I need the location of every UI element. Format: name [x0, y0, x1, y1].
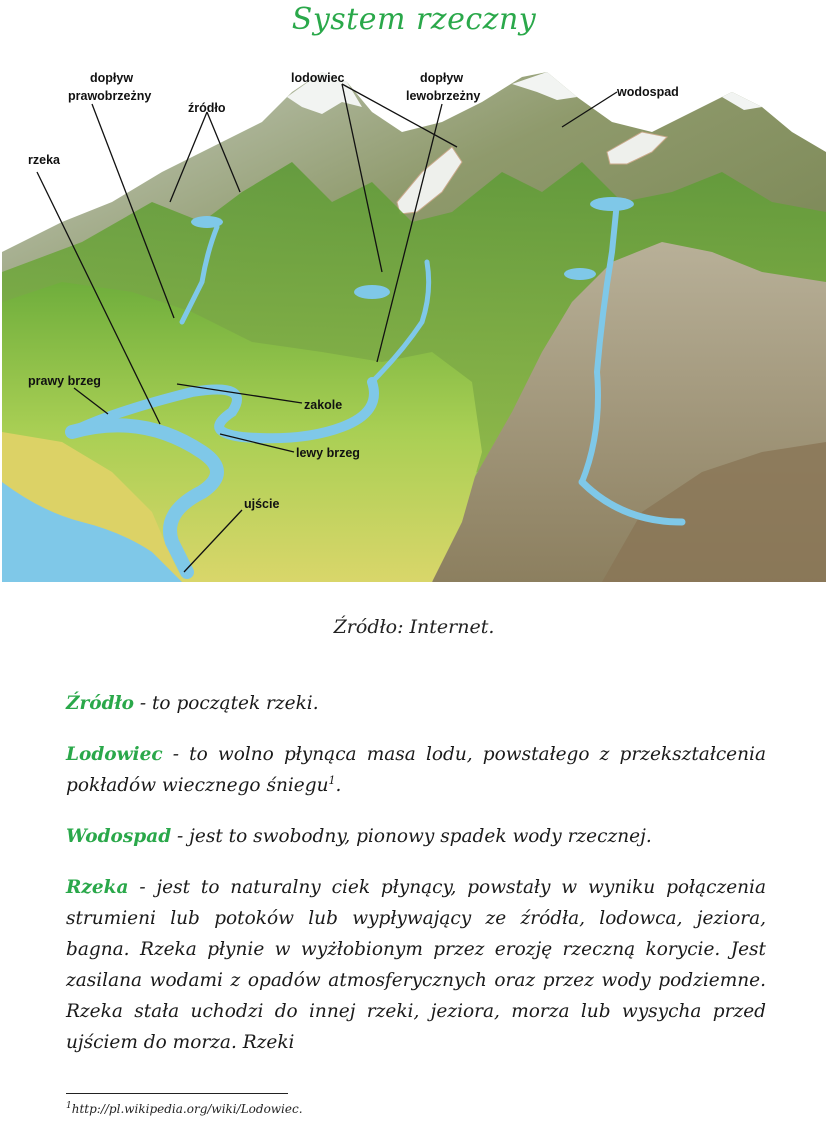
lake-right-2 — [564, 268, 596, 280]
river-system-svg — [2, 52, 826, 582]
definition-text: - jest to naturalny ciek płynący, powstały w wyniku połączenia strumieni lub potoków lub wypływający ze źródła, lodowca, jeziora, bagna. Rzeka płynie w wyżłobionym przez erozję rzeczną korycie. Jest zasilana wodami z opadów atmosferycznych oraz przez wody podziemne. Rzeka stała uchodzi do innej rzeki, jeziora, morza lub wysycha przed ujściem do morza. Rzeki — [66, 877, 766, 1053]
footnote-link[interactable]: http://pl.wikipedia.org/wiki/Lodowiec. — [71, 1102, 303, 1116]
label-doplyw-prawobrzezny-1: dopływ — [90, 71, 134, 85]
footnote-number: 1 — [66, 1101, 72, 1111]
definition-wodospad — [66, 821, 766, 852]
definition-text: - to wolno płynąca masa lodu, powstałego z przekształcenia pokładów wiecznego śniegu — [66, 744, 766, 796]
definition-text: - jest to swobodny, pionowy spadek wody rzecznej. — [171, 826, 652, 847]
label-doplyw-lewobrzezny-2: lewobrzeżny — [406, 89, 481, 103]
lake-right-1 — [590, 197, 634, 211]
page-title: System rzeczny — [291, 2, 537, 37]
footnote — [66, 1101, 303, 1116]
river-system-illustration — [2, 52, 826, 582]
footnote-divider — [66, 1093, 288, 1094]
lake-mid — [354, 285, 390, 299]
label-lodowiec: lodowiec — [291, 71, 345, 85]
definition-zrodlo — [66, 688, 766, 719]
term-zrodlo: Źródło — [66, 693, 134, 714]
label-prawy-brzeg: prawy brzeg — [28, 374, 101, 388]
definition-lodowiec — [66, 739, 766, 801]
term-rzeka: Rzeka — [66, 877, 129, 898]
label-rzeka: rzeka — [28, 153, 60, 167]
label-lewy-brzeg: lewy brzeg — [296, 446, 360, 460]
label-ujscie: ujście — [244, 497, 280, 511]
lake-upper — [191, 216, 223, 228]
image-caption: Źródło: Internet. — [333, 616, 495, 638]
footnote-reference[interactable]: 1 — [328, 773, 336, 787]
label-doplyw-prawobrzezny-2: prawobrzeżny — [68, 89, 152, 103]
term-wodospad: Wodospad — [66, 826, 172, 847]
definition-text-end: . — [335, 775, 342, 796]
label-zakole: zakole — [304, 398, 343, 412]
definition-rzeka — [66, 872, 766, 1058]
definitions — [66, 688, 766, 1078]
label-doplyw-lewobrzezny-1: dopływ — [420, 71, 464, 85]
definition-text: - to początek rzeki. — [133, 693, 319, 714]
term-lodowiec: Lodowiec — [66, 744, 163, 765]
label-wodospad: wodospad — [617, 85, 679, 99]
label-zrodlo: źródło — [188, 101, 226, 115]
